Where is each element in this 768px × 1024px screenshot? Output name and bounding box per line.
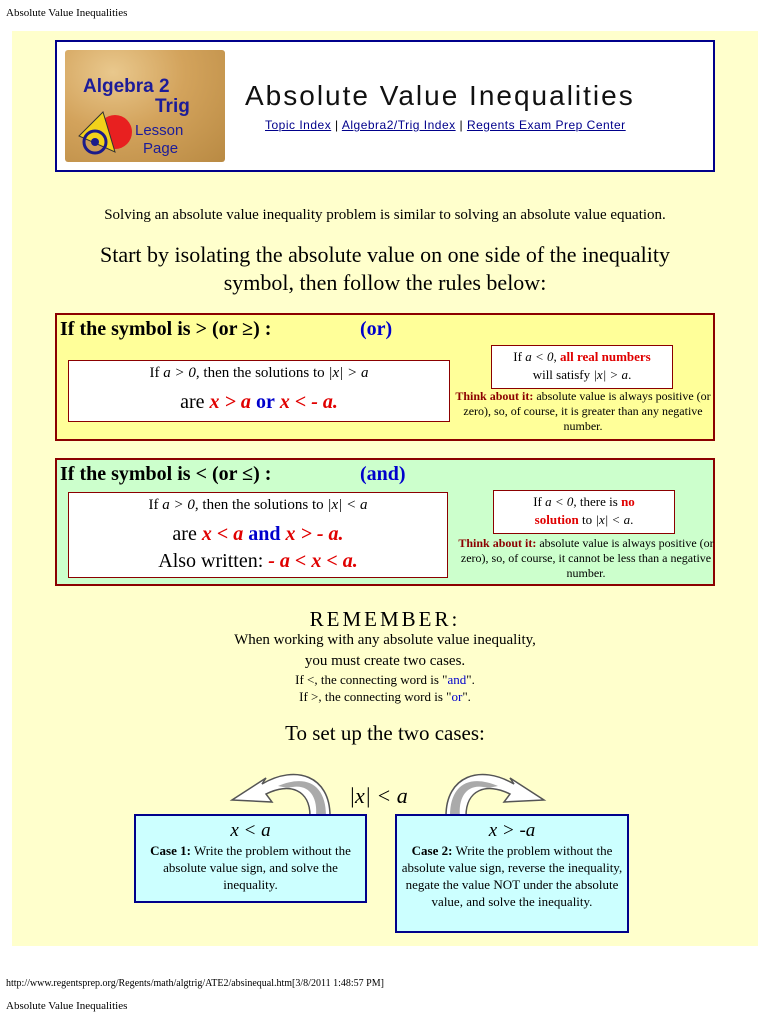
lesson-page	[12, 31, 758, 946]
rule-heading	[60, 318, 393, 341]
geometry-shapes-icon	[75, 106, 137, 158]
case1-title: x < a	[230, 820, 271, 841]
page-title: Absolute Value Inequalities	[245, 80, 635, 111]
logo-text-trig: Trig	[155, 96, 190, 117]
negative-case-line1: If a < 0, there is no	[533, 494, 635, 509]
case1-text: Case 1: Write the problem without the absolute value sign, and solve the inequality.	[150, 843, 351, 892]
solution-statement: are x < a and x > - a.	[172, 523, 344, 545]
rule-heading-text: If the symbol is < (or ≤) :	[60, 463, 272, 485]
rule-connector: (or)	[360, 318, 393, 340]
case2-box	[395, 814, 629, 933]
logo-text-algebra: Algebra 2	[83, 76, 170, 97]
print-header: Absolute Value Inequalities	[6, 7, 128, 19]
negative-case-box	[493, 490, 675, 534]
algebra2-trig-logo[interactable]	[65, 50, 225, 162]
remember-line4: If >, the connecting word is "or".	[299, 689, 471, 704]
case1-box	[134, 814, 367, 903]
two-cases-heading: To set up the two cases:	[285, 721, 485, 745]
think-about-it: Think about it: absolute value is always positive (or zero), so, of course, it cannot be less than a negative number.	[458, 536, 714, 580]
intro-text: Solving an absolute value inequality problem is similar to solving an absolute value equation.	[104, 207, 666, 223]
solution-condition: If a > 0, then the solutions to |x| < a	[148, 497, 368, 513]
footer-url: http://www.regentsprep.org/Regents/math/algtrig/ATE2/absinequal.htm[3/8/2011 1:48:57 PM]	[6, 978, 384, 989]
big-intro	[12, 241, 758, 297]
logo-text-page: Page	[143, 140, 179, 157]
solution-condition: If a > 0, then the solutions to |x| > a	[149, 365, 369, 381]
regents-exam-prep-link[interactable]: Regents Exam Prep Center	[466, 118, 626, 132]
remember-line3: If <, the connecting word is "and".	[295, 672, 475, 687]
negative-case-line1: If a < 0, all real numbers	[513, 349, 651, 364]
link-separator: |	[335, 118, 339, 132]
rule-greater-than-box	[55, 313, 715, 441]
logo-text-lesson: Lesson	[135, 122, 184, 139]
rule-heading-text: If the symbol is > (or ≥) :	[60, 318, 272, 340]
case2-title: x > -a	[488, 820, 536, 841]
think-about-it: Think about it: absolute value is always positive (or zero), so, of course, it is greater than any negative number.	[455, 389, 711, 433]
solution-box	[68, 360, 450, 422]
negative-case-line2: will satisfy |x| > a.	[532, 367, 632, 382]
center-expression: |x| < a	[349, 783, 408, 808]
big-intro-line1: Start by isolating the absolute value on one side of the inequality	[99, 242, 671, 267]
also-written: Also written: - a < x < a.	[158, 550, 358, 572]
remember-heading: REMEMBER:	[309, 607, 461, 631]
rule-connector: (and)	[360, 463, 406, 485]
solution-statement: are x > a or x < - a.	[180, 391, 338, 413]
rule-heading	[60, 463, 406, 486]
negative-case-box	[491, 345, 673, 389]
solution-box	[68, 492, 448, 578]
algebra2-trig-index-link[interactable]: Algebra2/Trig Index	[341, 118, 456, 132]
link-separator: |	[459, 118, 464, 132]
banner	[55, 40, 715, 172]
case2-text: Case 2: Write the problem without the absolute value sign, reverse the inequality, negate the value NOT under the absolute value, and solve the inequality.	[401, 843, 623, 909]
big-intro-line2: symbol, then follow the rules below:	[223, 270, 547, 295]
rule-less-than-box	[55, 458, 715, 586]
nav-links	[265, 118, 626, 132]
remember-line2: you must create two cases.	[304, 653, 466, 669]
topic-index-link[interactable]: Topic Index	[265, 118, 332, 132]
footer-title: Absolute Value Inequalities	[6, 1000, 128, 1012]
negative-case-line2: solution to |x| < a.	[534, 512, 634, 527]
remember-line1: When working with any absolute value inequality,	[234, 632, 536, 648]
